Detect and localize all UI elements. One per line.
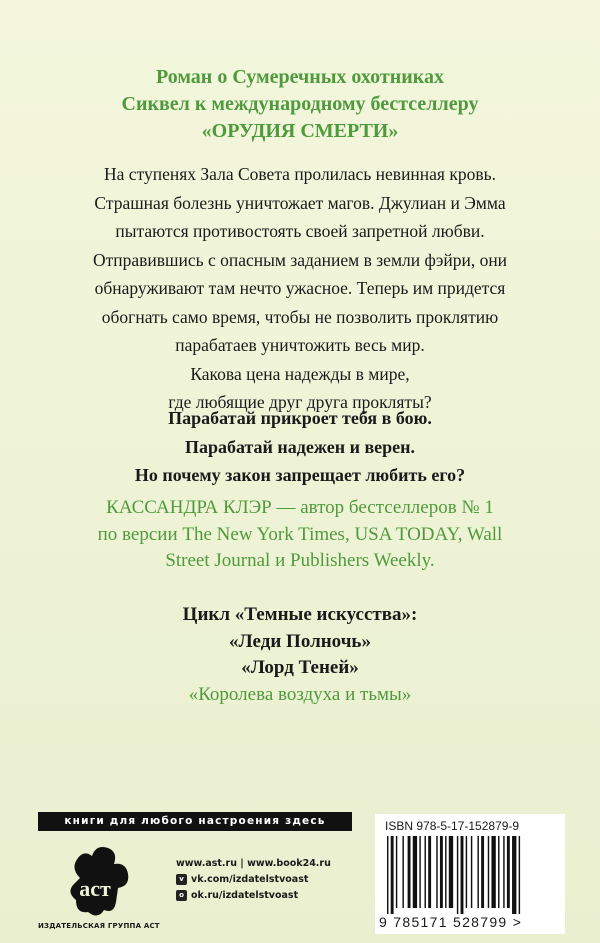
barcode-digits: 9 785171 528799 > bbox=[379, 914, 523, 930]
blurb-text bbox=[0, 160, 600, 417]
barcode-bar bbox=[387, 836, 388, 914]
blurb-line: обогнать само время, чтобы не позволить проклятию bbox=[101, 306, 499, 327]
vk-link-text: vk.com/izdatelstvoast bbox=[191, 873, 309, 885]
tagline-banner: книги для любого настроения здесь bbox=[38, 812, 352, 831]
vk-icon: v bbox=[176, 874, 187, 885]
ok-icon: o bbox=[176, 890, 187, 901]
blurb-line: пытаются противостоять своей запретной любви. bbox=[115, 221, 485, 241]
logo-text: аст bbox=[79, 876, 111, 901]
ok-link[interactable] bbox=[176, 887, 356, 903]
barcode-bar bbox=[428, 836, 431, 908]
barcode-bar bbox=[408, 836, 411, 908]
barcode-bar bbox=[498, 836, 499, 908]
barcode-bar bbox=[396, 836, 397, 908]
barcode-bar bbox=[402, 836, 403, 908]
barcode-bar bbox=[413, 836, 417, 908]
header-block bbox=[0, 64, 600, 145]
barcode-bar bbox=[503, 836, 504, 908]
blurb-line: Страшная болезнь уничтожает магов. Джулиан и Эмма bbox=[94, 192, 506, 213]
subtitle-line-2: Сиквел к международному бестселлеру bbox=[121, 93, 479, 115]
barcode-bar bbox=[425, 836, 426, 908]
isbn-text: ISBN 978-5-17-152879-9 bbox=[385, 819, 520, 833]
author-line: КАССАНДРА КЛЭР — автор бестселлеров № 1 bbox=[106, 497, 494, 518]
barcode-bar bbox=[471, 836, 472, 908]
series-block bbox=[0, 602, 600, 708]
series-book: «Леди Полночь» bbox=[229, 630, 371, 652]
tagline-line: Но почему закон запрещает любить его? bbox=[134, 465, 466, 485]
ok-link-text: ok.ru/izdatelstvoast bbox=[191, 889, 299, 901]
barcode-bar bbox=[440, 836, 443, 908]
barcode-bar bbox=[461, 836, 464, 914]
barcode-bar bbox=[507, 836, 510, 908]
publisher-name: ИЗДАТЕЛЬСКАЯ ГРУППА АСТ bbox=[38, 922, 160, 930]
series-book: «Лорд Теней» bbox=[241, 657, 359, 678]
ast-logo bbox=[58, 840, 148, 930]
barcode-bar bbox=[445, 836, 446, 908]
tagline-line: Парабатай надежен и верен. bbox=[184, 436, 416, 457]
barcode-panel bbox=[375, 814, 565, 934]
footer-links bbox=[176, 855, 356, 903]
subtitle-line-3: «ОРУДИЯ СМЕРТИ» bbox=[201, 120, 399, 142]
barcode-bar bbox=[519, 836, 520, 914]
barcode-bar bbox=[457, 836, 458, 914]
author-block bbox=[0, 495, 600, 575]
blurb-line: парабатаев уничтожить весь мир. bbox=[175, 335, 425, 355]
barcode-bar bbox=[449, 836, 453, 908]
barcode-bars bbox=[385, 836, 555, 914]
vk-link[interactable] bbox=[176, 871, 356, 887]
blurb-line: Какова цена надежды в мире, bbox=[190, 363, 410, 384]
barcode-bar bbox=[419, 836, 420, 908]
blurb-line: обнаруживают там нечто ужасное. Теперь им придется bbox=[94, 278, 506, 298]
subtitle-line-1: Роман о Сумеречных охотниках bbox=[155, 66, 445, 88]
barcode-bar bbox=[391, 836, 394, 914]
barcode-bar bbox=[477, 836, 478, 908]
barcode-bar bbox=[488, 836, 489, 908]
barcode-bar bbox=[436, 836, 437, 908]
barcode-bar bbox=[491, 836, 495, 908]
blurb-line: На ступенях Зала Совета пролилась невинная кровь. bbox=[104, 164, 496, 184]
author-line: по версии The New York Times, USA TODAY, Wall bbox=[97, 523, 503, 545]
barcode-bar bbox=[466, 836, 467, 908]
blurb-line: где любящие друг друга прокляты? bbox=[168, 392, 432, 412]
tagline-line: Парабатай прикроет тебя в бою. bbox=[168, 408, 432, 428]
tagline-block bbox=[0, 404, 600, 490]
series-current-book: «Королева воздуха и тьмы» bbox=[188, 683, 412, 705]
blurb-line: Отправившись с опасным заданием в земли фэйри, они bbox=[92, 249, 508, 270]
author-line: Street Journal и Publishers Weekly. bbox=[165, 550, 435, 571]
barcode-bar bbox=[512, 836, 516, 914]
site-links[interactable]: www.ast.ru | www.book24.ru bbox=[176, 857, 331, 869]
barcode-bar bbox=[481, 836, 484, 908]
series-title: Цикл «Темные искусства»: bbox=[182, 604, 418, 625]
